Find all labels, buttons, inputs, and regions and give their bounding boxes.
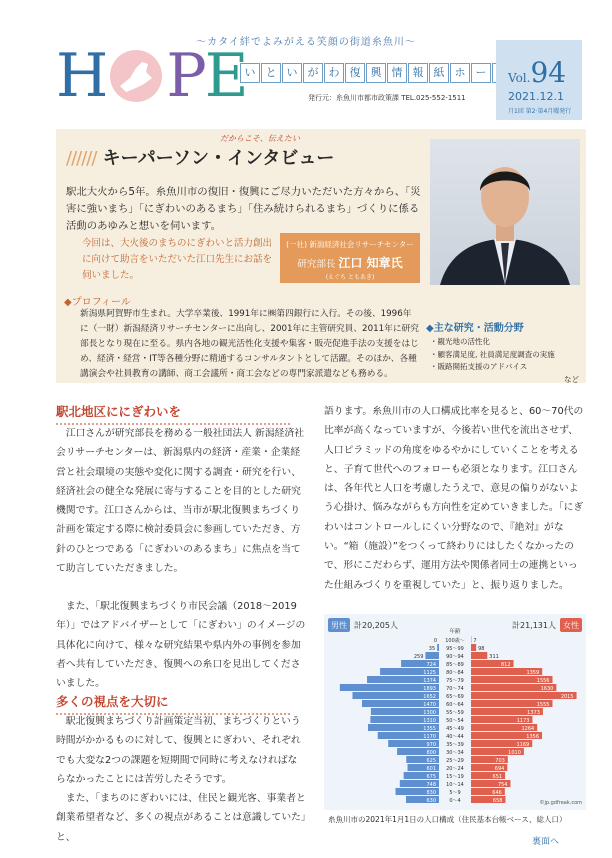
age-label: 90〜94	[446, 654, 464, 660]
logo-letter-p: P	[166, 41, 205, 111]
list-item: ・販路開拓支援のアドバイス	[430, 362, 528, 371]
title-text: キーパーソン・インタビュー	[102, 148, 335, 169]
title-char: い	[282, 63, 302, 83]
age-label: 55〜59	[446, 710, 464, 716]
female-value: 1373	[527, 710, 540, 716]
male-value: 724	[426, 662, 436, 668]
male-value: 970	[426, 742, 436, 748]
title-char: が	[303, 63, 323, 83]
profile-text: 新潟県阿賀野市生まれ。大学卒業後、1991年に㈱第四銀行に入行。その後、1996年に（一財）新潟経済リサーチセンターに出向し、2001年に主管研究員、2011年に研究部長となり現在に至る。県内各地の観光活性化支援や集客・販売促進手法の支援をはじめ、経済・経営・IT等各種分野に精通するコンサルタントとして活躍。そのほか、各種講演会や社員教育の講師、商工会議所・商工会などの専門家派遣なども務める。	[80, 309, 419, 379]
volume-label: Vol.	[508, 71, 531, 85]
age-label: 35〜39	[446, 742, 464, 748]
male-value: 830	[426, 790, 436, 796]
male-value: 1125	[423, 670, 436, 676]
portrait-photo	[430, 139, 580, 285]
male-label: 男性	[331, 621, 347, 630]
female-value: 1556	[536, 678, 550, 684]
age-label: 80〜84	[446, 670, 464, 676]
female-value: 7	[473, 638, 477, 644]
female-value: 2015	[560, 694, 574, 700]
female-value: 1264	[521, 726, 535, 732]
section-heading-2: 多くの視点を大切に	[56, 692, 290, 715]
female-value: 812	[500, 662, 511, 668]
section2-para2: また、「まちのにぎわいには、住民と観光客、事業者と創業希望者など、多くの視点があることは意識していた」と、	[56, 793, 306, 843]
logo-letter-e: E	[204, 41, 247, 111]
publisher: 発行元：糸魚川市都市政策課 TEL.025-552-1511	[308, 94, 466, 102]
kicker: だからこそ、伝えたい	[220, 134, 300, 143]
person-name: 江口 知章氏	[338, 256, 403, 270]
female-value: 1555	[536, 702, 550, 708]
name-plate	[280, 233, 420, 283]
female-value: 694	[494, 766, 505, 772]
hope-logo	[56, 41, 247, 111]
age-label: 15〜19	[446, 774, 464, 780]
activity-etc: など	[564, 375, 579, 384]
population-pyramid	[324, 614, 586, 810]
age-label: 100歳〜	[445, 638, 465, 644]
role: 研究部長	[297, 259, 336, 270]
issue-note: 月1回 第2·第4月曜発行	[508, 108, 572, 115]
interview-title	[66, 144, 334, 170]
female-total: 計21,131人	[512, 621, 556, 630]
female-value: 754	[497, 782, 508, 788]
male-value: 1355	[423, 726, 436, 732]
bar-male	[425, 652, 439, 659]
male-value: 630	[426, 798, 436, 804]
title-char: 情	[387, 63, 407, 83]
female-value: 1173	[516, 718, 530, 724]
title-char: 報	[408, 63, 428, 83]
title-char: わ	[324, 63, 344, 83]
female-value: 1169	[516, 742, 530, 748]
female-value: 1010	[508, 750, 521, 756]
logo-letter-h: H	[56, 41, 107, 111]
male-value: 35	[428, 646, 436, 652]
paper-title	[240, 63, 512, 83]
volume-number	[508, 56, 566, 89]
bar-male	[437, 644, 439, 651]
pyramid-chart	[324, 614, 586, 810]
person	[280, 254, 420, 271]
age-label: 0〜4	[449, 798, 461, 804]
male-value: 1470	[423, 702, 436, 708]
female-value: 311	[489, 654, 499, 660]
column2-text: 語ります。糸魚川市の人口構成比率を見ると、60〜70代の比率が高くなっていますが、今後若い世代を流出させず、人口ピラミッドの角度をゆるやかにしていくことを考えると、子育て世代へのフォローも必須となります。江口さんは、各年代と人口を考慮したうえで、意見の偏りがないよう心掛け、悩みながらも方向性を定めていきました。「にぎわいはコントロールしにくい分野なので、『絶対』がない。“箱（施設）”をつくって終わりにはしたくなかったので、形にこだわらず、運用方法や関係者同士の連携といった仕組みづくりを重視していた」と、振り返りました。	[324, 406, 584, 591]
age-label: 75〜79	[446, 678, 464, 684]
age-label: 5〜9	[449, 790, 461, 796]
female-value: 1356	[526, 734, 540, 740]
female-value: 651	[492, 774, 503, 780]
bar-female	[471, 652, 487, 659]
female-value: 1630	[540, 686, 554, 692]
age-label: 65〜69	[446, 694, 464, 700]
title-deco: //////	[66, 148, 97, 169]
age-label: 30〜34	[446, 750, 464, 756]
male-value: 1310	[423, 718, 436, 724]
map-circle-icon	[108, 48, 164, 104]
portrait-illustration	[430, 139, 580, 285]
list-item: ・顧客満足度, 社員満足度調査の実施	[430, 349, 555, 359]
male-value: 625	[426, 758, 436, 764]
section-heading-1: 駅北地区ににぎわいを	[56, 402, 290, 425]
chart-source: ©jp.gdfreak.com	[539, 800, 582, 806]
female-value: 646	[492, 790, 502, 796]
issue-date: 2021.12.1	[508, 90, 564, 103]
bar-female	[471, 644, 476, 651]
activity-list	[430, 336, 555, 374]
section1-para1: 江口さんが研究部長を務める一般社団法人 新潟経済社会リサーチセンターは、新潟県内の経済・産業・企業経営と社会環境の実態や変化に関する調査・研究を行い、経済社会の健全な発展に寄与することを目的とした研究機関です。江口さんからは、当市が駅北復興まちづくり計画を策定する際に検討委員会に参画していただき、方針のひとつである「にぎわいのあるまち」に焦点を当てて助言していただきました。	[56, 428, 305, 575]
title-char: と	[261, 63, 281, 83]
male-value: 1652	[423, 694, 436, 700]
next-page-link[interactable]: 裏面へ	[532, 837, 560, 847]
age-label: 40〜44	[446, 734, 464, 740]
male-value: 1170	[423, 734, 436, 740]
title-char: い	[240, 63, 260, 83]
list-item: ・観光地の活性化	[430, 337, 490, 346]
age-label: 85〜89	[446, 662, 464, 668]
tagline: 〜カタイ絆でよみがえる笑顔の街道糸魚川〜	[196, 37, 416, 48]
male-value: 1300	[423, 710, 436, 716]
title-char: ホ	[450, 63, 470, 83]
title-char: ー	[471, 63, 491, 83]
title-char: 興	[366, 63, 386, 83]
section2-para1: 駅北復興まちづくり計画策定当初、まちづくりという時間がかかるものに対して、復興とにぎわい、それぞれでも大変な2つの課題を短期間で同時に考えなければならなかったことには苦労したそうです。	[56, 716, 301, 785]
section1-para2: また、「駅北復興まちづくり市民会議（2018〜2019年）」ではアドバイザーとして「にぎわい」のイメージの具体化に向けて、様々な研究結果や県内外の事例を参加者へ共有していただき、復興への糸口を見出してくださいました。	[56, 601, 306, 690]
male-value: 675	[426, 774, 436, 780]
female-label: 女性	[563, 621, 579, 630]
age-label: 25〜29	[446, 758, 464, 764]
male-total: 計20,205人	[354, 621, 398, 630]
activity-heading: ◆主な研究・活動分野	[426, 323, 524, 334]
age-label: 95〜99	[446, 646, 464, 652]
volume-value: 94	[530, 56, 567, 89]
male-value: 259	[413, 654, 424, 660]
age-label: 45〜49	[446, 726, 464, 732]
organization: (一社) 新潟経済社会リサーチセンター	[286, 240, 414, 249]
male-value: 800	[426, 750, 436, 756]
age-label: 20〜24	[446, 766, 464, 772]
age-label: 60〜64	[446, 702, 464, 708]
female-value: 658	[492, 798, 503, 804]
female-value: 98	[478, 646, 485, 652]
name-ruby: (えぐち ともあき)	[325, 274, 375, 281]
male-value: 0	[433, 638, 437, 644]
age-header: 年齢	[449, 629, 461, 635]
female-value: 1359	[526, 670, 540, 676]
female-value: 703	[495, 758, 505, 764]
male-value: 1893	[423, 686, 436, 692]
age-label: 10〜14	[446, 782, 464, 788]
male-value: 748	[426, 782, 436, 788]
title-char: 紙	[429, 63, 449, 83]
chart-caption: 糸魚川市の2021年1月1日の人口構成（住民基本台帳ベース、総人口）	[328, 815, 567, 824]
interview-lead: 駅北大火から5年。糸魚川市の復旧・復興にご尽力いただいた方々から、「災害に強いまち」「にぎわいのあるまち」「住み続けられるまち」づくりに係る活動のあゆみと想いを伺います。	[66, 186, 421, 232]
interview-subtext: 今回は、大火後のまちのにぎわいと活力創出に向けて助言をいただいた江口先生にお話を伺いました。	[82, 238, 273, 281]
age-label: 70〜74	[446, 686, 464, 692]
male-value: 601	[426, 766, 436, 772]
profile-heading: ◆プロフィール	[64, 297, 131, 308]
title-char: 復	[345, 63, 365, 83]
male-value: 1374	[423, 678, 436, 684]
age-label: 50〜54	[446, 718, 464, 724]
